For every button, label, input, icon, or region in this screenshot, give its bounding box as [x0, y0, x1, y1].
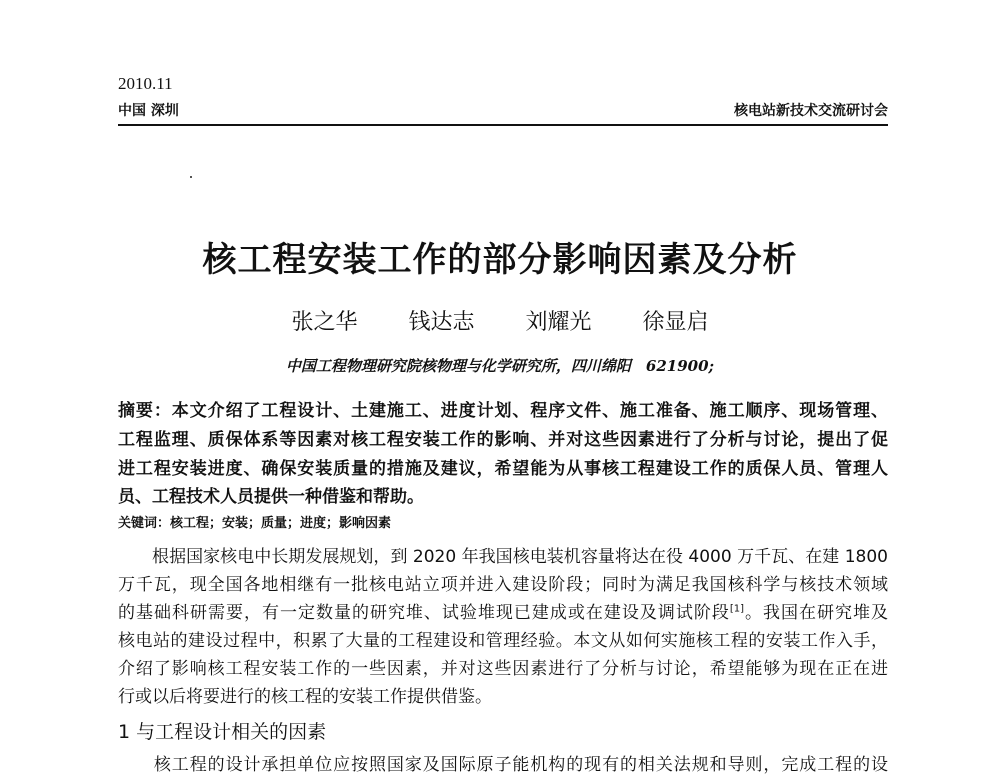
body-line-partial: 核工程的设计承担单位应按照国家及国际原子能机构的现有的相关法规和导则，完成工程的设: [118, 755, 888, 775]
author: 钱达志: [408, 310, 475, 335]
body-text-segment: 的基础科研需要，有一定数量的研究堆、试验堆现已建成或在建设及调试阶段: [118, 603, 730, 623]
section-heading: 1 与工程设计相关的因素: [118, 721, 327, 743]
body-line: 行或以后将要进行的核工程的安装工作提供借鉴。: [118, 687, 492, 707]
author: 徐显启: [642, 310, 709, 335]
author: 刘耀光: [525, 310, 592, 335]
header-location: 中国 深圳: [118, 103, 179, 119]
header-rule: [118, 124, 888, 126]
abstract-line: 摘要：本文介绍了工程设计、土建施工、进度计划、程序文件、施工准备、施工顺序、现场管理、: [118, 401, 888, 421]
body-line: [118, 598, 888, 623]
citation: [1]: [729, 603, 745, 615]
abstract-line: 工程监理、质保体系等因素对核工程安装工作的影响、并对这些因素进行了分析与讨论，提出了促: [118, 430, 888, 450]
author-list: [0, 305, 1000, 336]
header-date: 2010.11: [118, 74, 173, 93]
paper-title: 核工程安装工作的部分影响因素及分析: [202, 240, 798, 280]
body-line: 万千瓦，现全国各地相继有一批核电站立项并进入建设阶段；同时为满足我国核科学与核技术领域: [118, 575, 888, 595]
body-line: 核电站的建设过程中，积累了大量的工程建设和管理经验。本文从如何实施核工程的安装工作入手，: [118, 631, 888, 651]
body-line: 根据国家核电中长期发展规划，到 2020 年我国核电装机容量将达在役 4000 万千瓦、在建 1800: [118, 547, 888, 567]
author: 张之华: [291, 310, 358, 335]
keywords: 关键词：核工程；安装；质量；进度；影响因素: [118, 516, 392, 531]
affiliation: 中国工程物理研究院核物理与化学研究所，四川绵阳 621900;: [285, 357, 715, 375]
abstract-line: 员、工程技术人员提供一种借鉴和帮助。: [118, 487, 424, 507]
scan-speck: [190, 176, 192, 178]
body-line: 介绍了影响核工程安装工作的一些因素，并对这些因素进行了分析与讨论，希望能够为现在正在进: [118, 659, 888, 679]
body-text-segment: 。我国在研究堆及: [744, 603, 888, 623]
header-conference: 核电站新技术交流研讨会: [734, 103, 888, 119]
abstract-line: 进工程安装进度、确保安装质量的措施及建议，希望能为从事核工程建设工作的质保人员、管理人: [118, 459, 888, 479]
